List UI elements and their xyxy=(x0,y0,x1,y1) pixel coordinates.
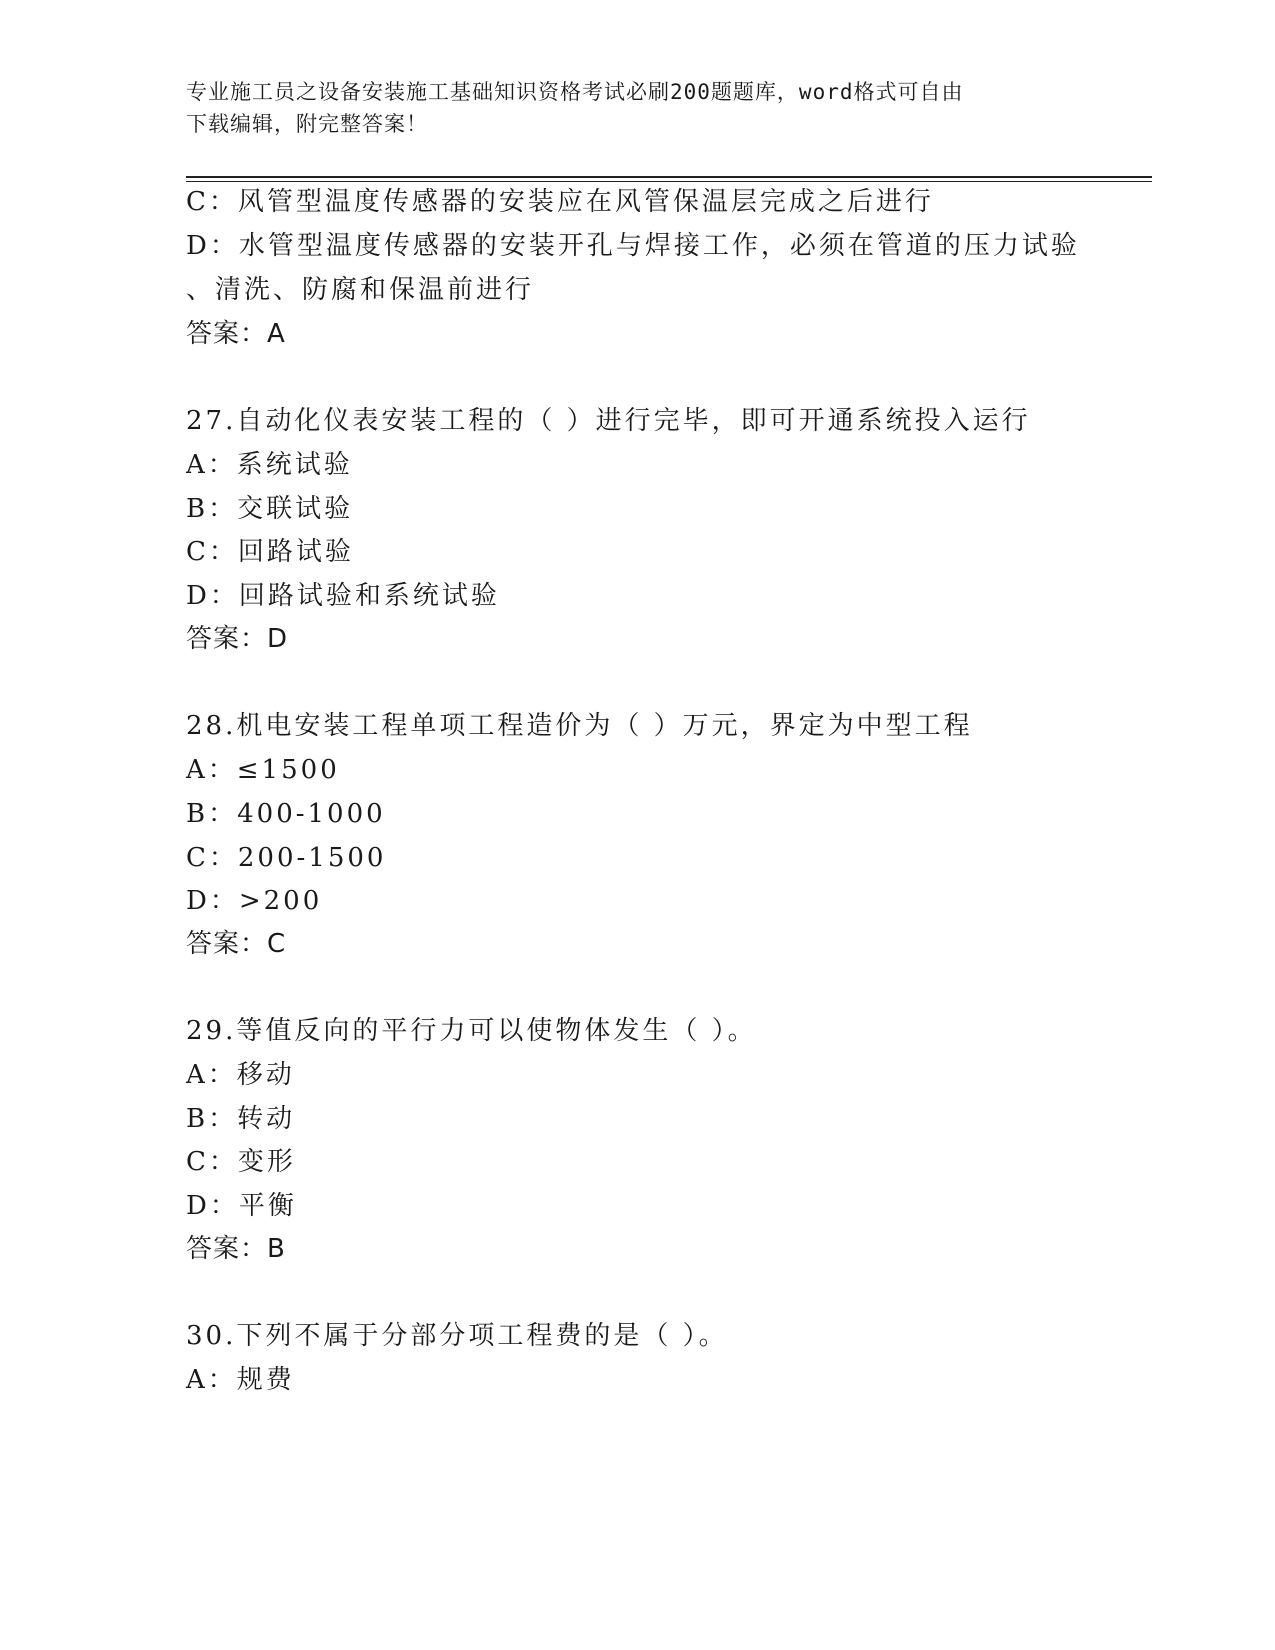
option-line: A：规费 xyxy=(186,1365,295,1395)
option-line: B：转动 xyxy=(186,1104,296,1134)
answer-line: 答案：A xyxy=(186,319,286,349)
option-line: D：回路试验和系统试验 xyxy=(186,581,500,611)
option-line: D：水管型温度传感器的安装开孔与焊接工作，必须在管道的压力试验 xyxy=(186,231,1080,261)
header-line-2: 下载编辑，附完整答案！ xyxy=(186,112,428,136)
answer-line: 答案：C xyxy=(186,929,287,959)
option-line: C：回路试验 xyxy=(186,537,354,567)
header-line-1: 专业施工员之设备安装施工基础知识资格考试必刷200题题库，word格式可自由 xyxy=(186,80,964,104)
option-line: C：200-1500 xyxy=(186,843,387,873)
option-line: A：系统试验 xyxy=(186,450,353,480)
option-line-continued: 、清洗、防腐和保温前进行 xyxy=(186,275,535,305)
header-rule-thin xyxy=(186,181,1152,182)
option-line: B：400-1000 xyxy=(186,799,386,829)
option-line: B：交联试验 xyxy=(186,494,354,524)
document-header xyxy=(186,76,1066,140)
option-line: D：平衡 xyxy=(186,1191,297,1221)
question-stem: 29.等值反向的平行力可以使物体发生（ ）。 xyxy=(186,1016,757,1046)
option-line: A：移动 xyxy=(186,1060,295,1090)
option-line: C：风管型温度传感器的安装应在风管保温层完成之后进行 xyxy=(186,187,934,217)
option-line: C：变形 xyxy=(186,1147,296,1177)
answer-line: 答案：D xyxy=(186,624,289,654)
question-stem: 28.机电安装工程单项工程造价为（ ）万元，界定为中型工程 xyxy=(186,711,973,741)
header-rule xyxy=(186,176,1152,178)
question-stem: 30.下列不属于分部分项工程费的是（ ）。 xyxy=(186,1321,728,1351)
question-stem: 27.自动化仪表安装工程的（ ）进行完毕，即可开通系统投入运行 xyxy=(186,406,1031,436)
answer-line: 答案：B xyxy=(186,1234,286,1264)
option-line: A：≤1500 xyxy=(186,755,340,785)
option-line: D：>200 xyxy=(186,886,323,916)
